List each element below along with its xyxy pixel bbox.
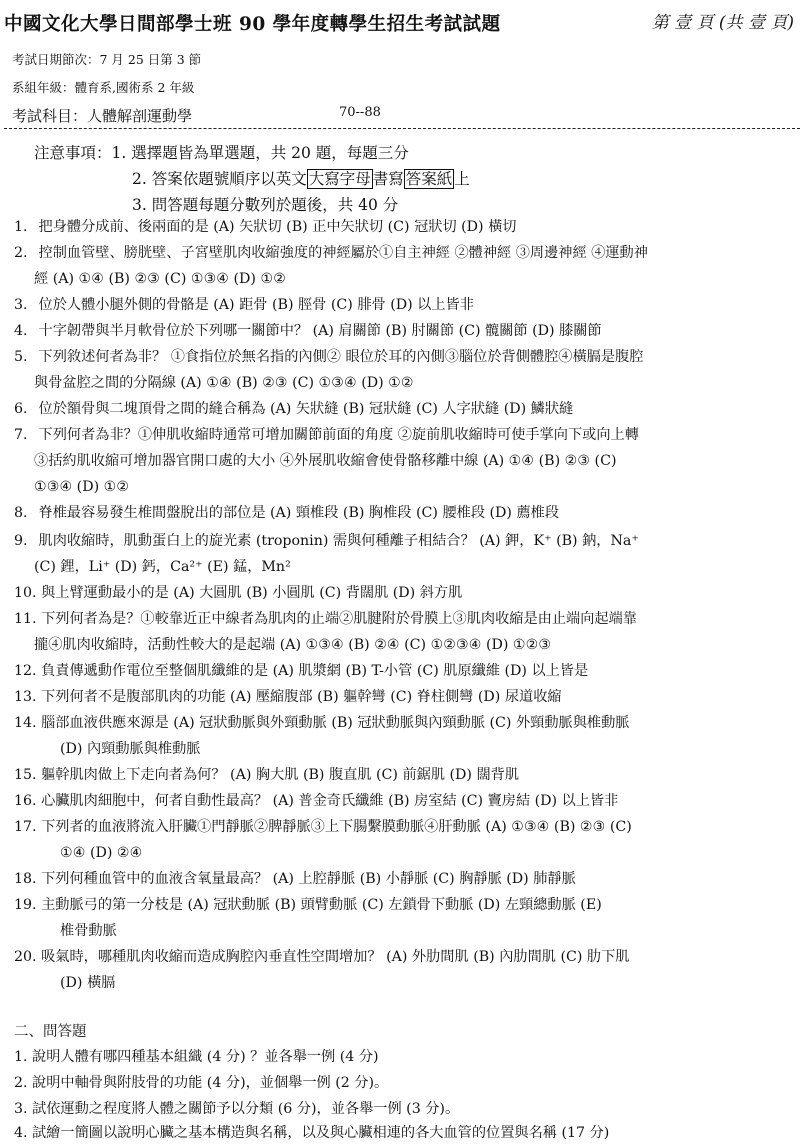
question-text: 主動脈弓的第一分枝是 (A) 冠狀動脈 (B) 頭臂動脈 (C) 左鎖骨下動脈 (D) 左頸總動脈 (E) [41,897,602,913]
question-19-cont: 椎骨動脈 [60,923,117,939]
question-13 [14,686,562,708]
question-text: 下列敘述何者為非？ ①食指位於無名指的內側② 眼位於耳的內側③腦位於背側體腔④橫膈是腹腔 [38,349,644,365]
question-number: 6. [14,401,28,417]
question-number: 10. [14,585,37,601]
question-2 [14,242,648,264]
essay-question-3: 3. 試依運動之程度將人體之關節予以分類 (6 分)，並各舉一例 (3 分)。 [14,1101,460,1117]
question-1 [14,216,516,238]
question-number: 4. [14,323,28,339]
question-text: 脊椎最容易發生椎間盤脫出的部位是 (A) 頸椎段 (B) 胸椎段 (C) 腰椎段 (D) 薦椎段 [38,505,560,521]
question-text: 位於額骨與二塊頂骨之間的縫合稱為 (A) 矢狀縫 (B) 冠狀縫 (C) 人字狀縫 (D) 鱗狀縫 [38,401,574,417]
question-number: 19. [14,897,37,913]
subject: 考試科目：人體解剖運動學 [12,107,193,125]
question-19 [14,894,602,916]
question-text: 肌肉收縮時，肌動蛋白上的旋光素 (troponin) 需與何種離子相結合？ (A) 鉀，K⁺ (B) 鈉，Na⁺ [38,533,639,549]
notice-label: 注意事項： [34,144,112,162]
question-text: 軀幹肌肉做上下走向者為何？ (A) 胸大肌 (B) 腹直肌 (C) 前鋸肌 (D) 闊背肌 [41,767,520,783]
notice-item-2-mid: 書寫 [372,170,404,188]
question-number: 18. [14,871,37,887]
question-17 [14,816,632,838]
question-11 [14,608,637,630]
question-10 [14,582,462,604]
divider [4,128,800,129]
question-text: 下列何種血管中的血液含氧量最高？ (A) 上腔靜脈 (B) 小靜脈 (C) 胸靜脈 (D) 肺靜脈 [41,871,576,887]
header [4,10,802,38]
question-text: 控制血管壁、膀胱壁、子宮壁肌肉收縮強度的神經屬於①自主神經 ②體神經 ③周邊神經 ④運動神 [38,245,648,261]
question-text: 與上臂運動最小的是 (A) 大圓肌 (B) 小圓肌 (C) 背闊肌 (D) 斜方肌 [41,585,463,601]
question-14 [14,712,629,734]
exam-date: 考試日期節次：7 月 25 日第 3 節 [12,52,202,67]
question-20 [14,946,629,968]
page-number: 第 壹 頁 (共 壹 頁) [651,13,794,33]
question-number: 9. [14,533,28,549]
question-16 [14,790,618,812]
question-9 [14,530,639,552]
question-number: 11. [14,611,37,627]
question-17-cont: ①④ (D) ②④ [60,845,143,861]
question-12 [14,660,588,682]
question-number: 13. [14,689,37,705]
notice-1 [34,141,409,163]
question-text: 下列何者不是腹部肌肉的功能 (A) 壓縮腹部 (B) 軀幹彎 (C) 脊柱側彎 (D) 尿道收縮 [41,689,562,705]
question-number: 2. [14,245,28,261]
question-2-cont: 經 (A) ①④ (B) ②③ (C) ①③④ (D) ①② [34,271,286,287]
question-8 [14,502,559,524]
question-5 [14,346,643,368]
question-9-cont: (C) 鋰，Li⁺ (D) 鈣，Ca²⁺ (E) 錳，Mn² [34,559,291,575]
boxed-term-uppercase: 大寫字母 [308,170,371,188]
notice-2 [132,167,470,189]
question-7 [14,424,639,446]
question-number: 7. [14,427,28,443]
question-15 [14,764,519,786]
question-11-cont: 攏④肌肉收縮時，活動性較大的是起端 (A) ①③④ (B) ②④ (C) ①②③④ (D) ①②③ [34,637,552,653]
subject-code: 70--88 [339,105,381,120]
question-number: 20. [14,949,37,965]
question-number: 8. [14,505,28,521]
question-3 [14,294,474,316]
notice-3: 3. 問答題每題分數列於題後，共 40 分 [132,196,399,214]
question-number: 1. [14,219,28,235]
notice-item-2-suffix: 上 [454,170,470,188]
question-20-cont: (D) 橫膈 [60,975,116,991]
question-4 [14,320,602,342]
question-number: 15. [14,767,37,783]
essay-question-1: 1. 說明人體有哪四種基本組織 (4 分) ？並各舉一例 (4 分) [14,1049,379,1065]
question-7-cont-1: ③括約肌收縮可增加器官開口處的大小 ④外展肌收縮會使骨骼移離中線 (A) ①④ (B) ②③ (C) [34,453,617,469]
question-7-cont-2: ①③④ (D) ①② [34,479,130,495]
question-text: 心臟肌肉細胞中，何者自動性最高？ (A) 普金奇氏纖維 (B) 房室結 (C) 竇房結 (D) 以上皆非 [41,793,619,809]
essay-question-4: 4. 試繪一簡圖以說明心臟之基本構造與名稱，以及與心臟相連的各大血管的位置與名稱 (17 分) [14,1125,610,1141]
subject-line [12,105,792,126]
question-number: 12. [14,663,37,679]
boxed-term-answer-sheet: 答案紙 [405,170,453,188]
dept-grade: 系組年級：體育系,國術系 2 年級 [12,80,195,95]
question-text: 位於人體小腿外側的骨骼是 (A) 距骨 (B) 脛骨 (C) 腓骨 (D) 以上皆非 [38,297,474,313]
question-text: 下列何者為非？①伸肌收縮時通常可增加關節前面的角度 ②旋前肌收縮時可使手掌向下或向上轉 [38,427,639,443]
question-5-cont: 與骨盆腔之間的分隔線 (A) ①④ (B) ②③ (C) ①③④ (D) ①② [34,375,414,391]
question-18 [14,868,576,890]
question-number: 3. [14,297,28,313]
question-number: 5. [14,349,28,365]
essay-question-2: 2. 說明中軸骨與附肢骨的功能 (4 分)，並個舉一例 (2 分)。 [14,1075,389,1091]
question-text: 下列何者為是？①較靠近正中線者為肌肉的止端②肌腱附於骨膜上③肌肉收縮是由止端向起端靠 [41,611,637,627]
question-number: 17. [14,819,37,835]
question-14-cont: (D) 內頸動脈與椎動脈 [60,741,201,757]
question-text: 負責傳遞動作電位至整個肌纖維的是 (A) 肌漿網 (B) T-小管 (C) 肌原纖維 (D) 以上皆是 [41,663,589,679]
question-6 [14,398,573,420]
question-text: 腦部血液供應來源是 (A) 冠狀動脈與外頸動脈 (B) 冠狀動脈與內頸動脈 (C) 外頸動脈與椎動脈 [41,715,630,731]
notice-item-1: 1. 選擇題皆為單選題，共 20 題，每題三分 [111,144,409,162]
question-text: 把身體分成前、後兩面的是 (A) 矢狀切 (B) 正中矢狀切 (C) 冠狀切 (D) 橫切 [38,219,517,235]
question-number: 16. [14,793,37,809]
notice-item-2-text: 2. 答案依題號順序以英文 [132,170,307,188]
question-number: 14. [14,715,37,731]
exam-title: 中國文化大學日間部學士班 90 學年度轉學生招生考試試題 [4,14,501,35]
question-text: 吸氣時，哪種肌肉收縮而造成胸腔內垂直性空間增加？ (A) 外肋間肌 (B) 內肋間肌 (C) 肋下肌 [41,949,630,965]
question-text: 下列者的血液將流入肝臟①門靜脈②脾靜脈③上下腸繫膜動脈④肝動脈 (A) ①③④ (B) ②③ (C) [41,819,632,835]
section-2-heading: 二、問答題 [14,1024,87,1040]
question-text: 十字韌帶與半月軟骨位於下列哪一關節中？ (A) 肩關節 (B) 肘關節 (C) 髖關節 (D) 膝關節 [38,323,602,339]
